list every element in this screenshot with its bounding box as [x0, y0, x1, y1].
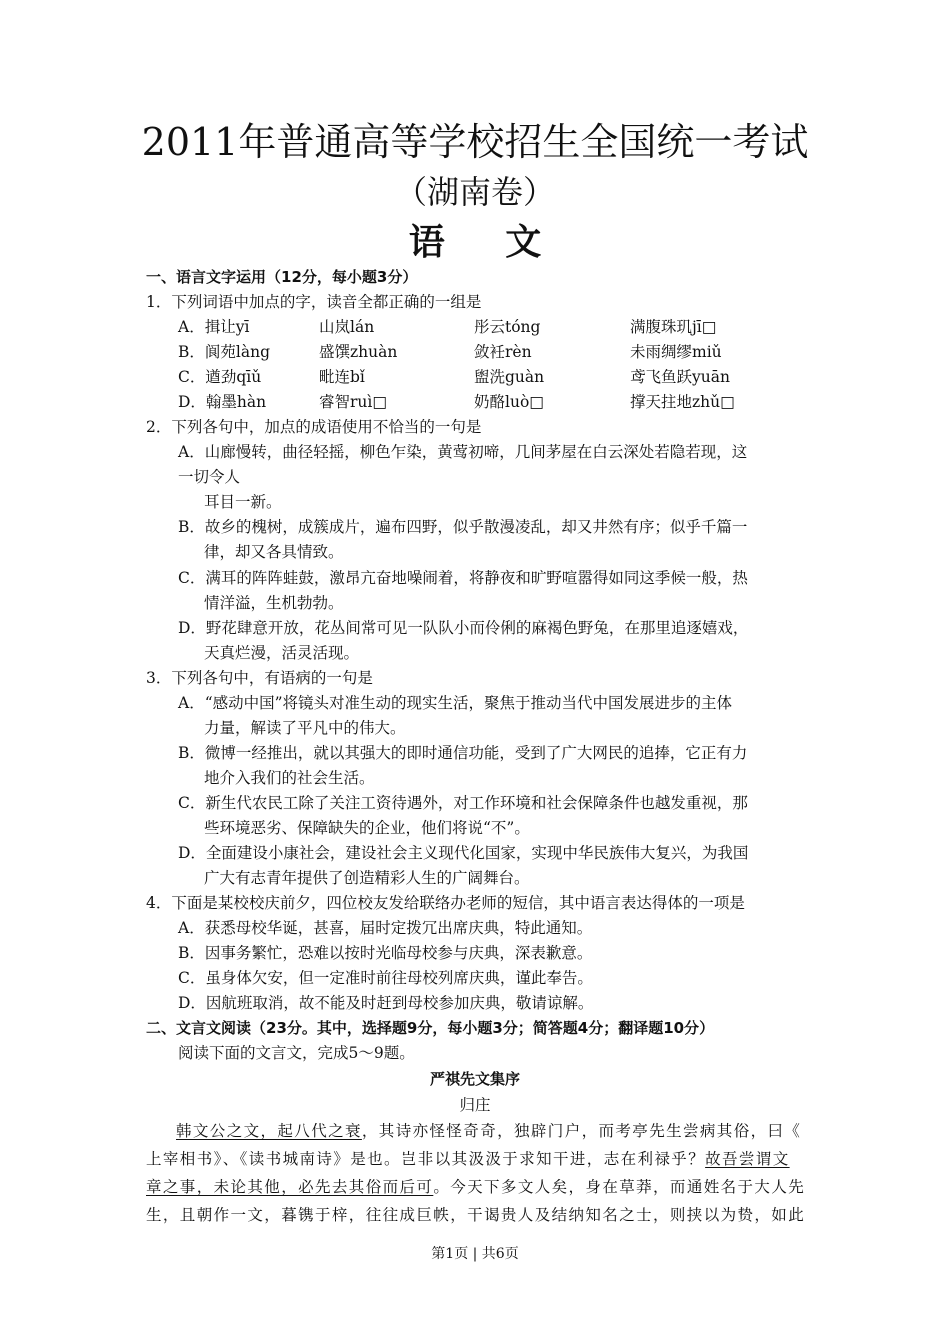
- essay-paragraph-line: [146, 1116, 802, 1146]
- q1-row-c: [178, 366, 818, 388]
- q2-option-a-cont: 一切令人: [178, 468, 241, 486]
- q1-cell: 未雨绸缪miǔ: [630, 343, 722, 361]
- q1-cell: C．遒劲qīǔ: [178, 368, 262, 386]
- q1-cell: 撑天拄地zhǔ□: [630, 393, 735, 411]
- q2-option-b: B．故乡的槐树，成簇成片，遍布四野，似乎散漫凌乱，却又井然有序；似乎千篇一: [178, 518, 748, 536]
- q2-option-c-cont: 情洋溢，生机勃勃。: [204, 594, 344, 612]
- q1-cell: 盛馔zhuàn: [319, 343, 398, 361]
- q4-option-d: D．因航班取消，故不能及时赶到母校参加庆典，敬请谅解。: [178, 994, 594, 1012]
- essay-paragraph-line: [146, 1172, 806, 1202]
- q4-stem: 4．下面是某校校庆前夕，四位校友发给联络办老师的短信，其中语言表达得体的一项是: [146, 894, 745, 912]
- q2-option-d: D．野花肆意开放，花丛间常可见一队队小而伶俐的麻褐色野兔，在那里追逐嬉戏，: [178, 619, 749, 637]
- underlined-sentence: 章之事，未论其他，必先去其俗而后可: [146, 1178, 434, 1196]
- q3-option-a-cont: 力量，解读了平凡中的伟大。: [204, 719, 406, 737]
- reading-instruction: 阅读下面的文言文，完成5～9题。: [178, 1044, 415, 1062]
- q1-cell: 奶酪luò□: [474, 393, 544, 411]
- essay-text: 上宰相书》、《读书城南诗》是也。岂非以其汲汲于求知干进，志在利禄乎？: [146, 1150, 706, 1168]
- q1-cell: 睿智ruì□: [319, 393, 387, 411]
- q3-option-d-cont: 广大有志青年提供了创造精彩人生的广阔舞台。: [204, 869, 530, 887]
- q3-option-c: C．新生代农民工除了关注工资待遇外，对工作环境和社会保障条件也越发重视，那: [178, 794, 748, 812]
- q4-option-c: C．虽身体欠安，但一定准时前往母校列席庆典，谨此奉告。: [178, 969, 593, 987]
- section2-heading: 二、文言文阅读（23分。其中，选择题9分，每小题3分；简答题4分；翻译题10分）: [146, 1019, 715, 1037]
- q1-cell: 彤云tóng: [474, 318, 541, 336]
- q2-option-a: A．山廊慢转，曲径轻摇，柳色乍染，黄莺初啼，几间茅屋在白云深处若隐若现，这: [178, 443, 748, 461]
- q2-option-c: C．满耳的阵阵蛙鼓，激昂亢奋地噪闹着，将静夜和旷野喧嚣得如同这季候一般，热: [178, 569, 748, 587]
- exam-subtitle: （湖南卷）: [394, 173, 555, 211]
- section1-heading: 一、语言文字运用（12分，每小题3分）: [146, 268, 418, 286]
- subject-title: 语 文: [408, 221, 566, 263]
- exam-title: 2011年普通高等学校招生全国统一考试: [141, 120, 809, 164]
- q1-cell: 盥洗guàn: [474, 368, 545, 386]
- q3-stem: 3．下列各句中，有语病的一句是: [146, 669, 373, 687]
- q1-cell: D．翰墨hàn: [178, 393, 267, 411]
- q2-option-d-cont: 天真烂漫，活灵活现。: [204, 644, 360, 662]
- q4-option-a: A．获悉母校华诞，甚喜，届时定拨冗出席庆典，特此通知。: [178, 919, 593, 937]
- q3-option-c-cont: 些环境恶劣、保障缺失的企业，他们将说“不”。: [204, 819, 530, 837]
- essay-paragraph-line: [146, 1144, 802, 1174]
- q2-option-a-cont2: 耳目一新。: [204, 493, 282, 511]
- q1-row-b: [178, 341, 818, 363]
- essay-paragraph-line: 生，且朝作一文，暮镌于梓，往往成巨帙，干谒贵人及结纳知名之士，则挟以为贽，如此: [146, 1206, 806, 1224]
- essay-title: 严祺先文集序: [429, 1070, 520, 1088]
- q4-option-b: B．因事务繁忙，恐难以按时光临母校参与庆典，深表歉意。: [178, 944, 593, 962]
- underlined-sentence: 韩文公之文，起八代之衰: [176, 1122, 362, 1140]
- underlined-sentence: 故吾尝谓文: [705, 1150, 790, 1168]
- q1-row-a: [178, 316, 818, 338]
- q1-cell: 满腹珠玑jī□: [630, 318, 717, 336]
- essay-text: 。今天下多文人矣，身在草莽，而通姓名于大人先: [433, 1178, 806, 1196]
- page-footer: 第1页 | 共6页: [431, 1246, 519, 1262]
- q1-cell: 山岚lán: [319, 318, 375, 336]
- essay-author: 归庄: [459, 1096, 491, 1114]
- q1-cell: A．揖让yī: [178, 318, 250, 336]
- q1-cell: B．阆苑làng: [178, 343, 270, 361]
- q1-row-d: [178, 391, 818, 413]
- q1-stem: 1．下列词语中加点的字，读音全都正确的一组是: [146, 293, 482, 311]
- q1-cell: 敛衽rèn: [474, 343, 532, 361]
- q2-option-b-cont: 律，却又各具情致。: [204, 543, 344, 561]
- q2-stem: 2．下列各句中，加点的成语使用不恰当的一句是: [146, 418, 482, 436]
- q3-option-b: B．微博一经推出，就以其强大的即时通信功能，受到了广大网民的追捧，它正有力: [178, 744, 748, 762]
- q3-option-d: D．全面建设小康社会，建设社会主义现代化国家，实现中华民族伟大复兴，为我国: [178, 844, 749, 862]
- q1-cell: 毗连bǐ: [319, 368, 365, 386]
- q3-option-a: A．“感动中国”将镜头对准生动的现实生活，聚焦于推动当代中国发展进步的主体: [178, 694, 733, 712]
- essay-text: ，其诗亦怪怪奇奇，独辟门户，而考亭先生尝病其俗，曰《: [361, 1122, 802, 1140]
- q1-cell: 鸢飞鱼跃yuān: [630, 368, 730, 386]
- q3-option-b-cont: 地介入我们的社会生活。: [204, 769, 375, 787]
